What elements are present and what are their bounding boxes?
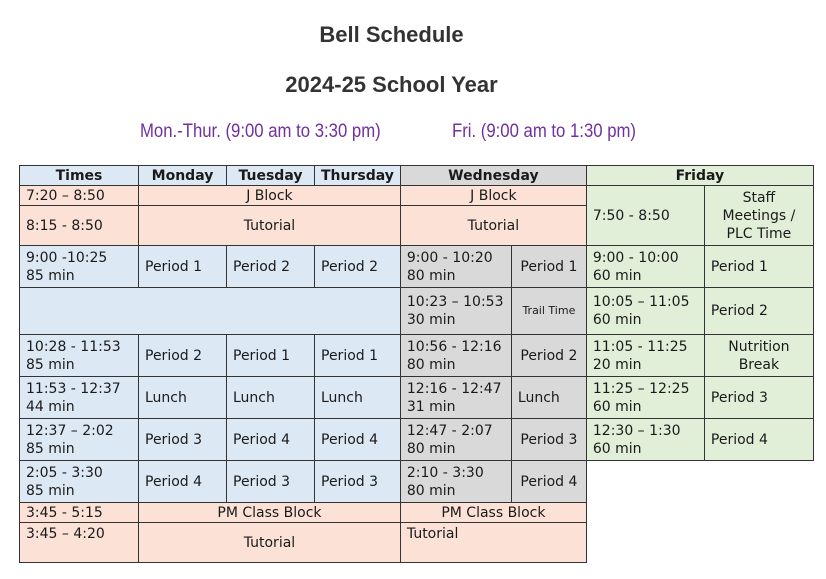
time-range: 11:25 – 12:25	[592, 380, 690, 397]
wed-time-cell	[400, 419, 511, 461]
wed-time-cell	[400, 377, 511, 419]
duration: 60 min	[592, 312, 642, 328]
header-tuesday: Tuesday	[227, 166, 315, 186]
duration: 60 min	[592, 267, 642, 284]
pm-class-block-cell: PM Class Block	[139, 503, 401, 523]
monday-cell: Period 1	[139, 246, 227, 288]
time-range: 10:56 - 12:16	[406, 338, 502, 355]
nutrition-break-cell	[704, 335, 813, 377]
time-range: 2:05 - 3:30	[26, 464, 103, 481]
fri-staff-line: PLC Time	[726, 225, 792, 242]
time-cell	[20, 246, 139, 288]
monday-cell: Period 4	[139, 461, 227, 503]
duration: 80 min	[406, 482, 456, 499]
tuesday-cell: Period 1	[227, 335, 315, 377]
table-row	[20, 246, 814, 288]
time-range: 11:53 - 12:37	[26, 380, 121, 397]
time-range: 9:00 -10:25	[26, 249, 108, 266]
wednesday-cell: Lunch	[511, 377, 586, 419]
fri-time-cell	[586, 246, 704, 288]
empty-space	[586, 503, 813, 523]
empty-space	[586, 461, 813, 503]
duration: 85 min	[26, 482, 75, 499]
table-row	[20, 523, 814, 563]
wed-time-cell	[400, 461, 511, 503]
time-cell: 3:45 - 5:15	[20, 503, 139, 523]
fri-staff-line: Staff	[742, 189, 776, 206]
time-range: 12:30 – 1:30	[592, 422, 681, 439]
header-monday: Monday	[139, 166, 227, 186]
wednesday-cell: Period 1	[511, 246, 586, 288]
thursday-cell: Period 2	[315, 246, 401, 288]
wed-time-cell	[400, 246, 511, 288]
table-row	[20, 335, 814, 377]
thursday-cell: Period 3	[315, 461, 401, 503]
duration: 31 min	[406, 398, 456, 415]
time-cell	[20, 335, 139, 377]
time-cell: 8:15 - 8:50	[20, 206, 139, 246]
header-times: Times	[20, 166, 139, 186]
time-cell: 7:20 – 8:50	[20, 186, 139, 206]
break-line: Break	[738, 356, 780, 373]
fri-time-cell: 7:50 - 8:50	[586, 186, 704, 246]
header-wednesday: Wednesday	[400, 166, 586, 186]
duration: 80 min	[406, 267, 456, 284]
fri-time-cell	[586, 335, 704, 377]
fri-time-cell	[586, 377, 704, 419]
table-row	[20, 377, 814, 419]
time-range: 2:10 - 3:30	[406, 464, 484, 481]
pm-tutorial-cell: Tutorial	[139, 523, 401, 563]
table-row	[20, 461, 814, 503]
time-cell	[20, 377, 139, 419]
monday-cell: Period 2	[139, 335, 227, 377]
tuesday-cell: Period 2	[227, 246, 315, 288]
duration: 80 min	[406, 356, 456, 373]
duration: 80 min	[406, 440, 456, 457]
tuesday-cell: Period 3	[227, 461, 315, 503]
time-range: 10:28 - 11:53	[26, 338, 121, 355]
monday-cell: Period 3	[139, 419, 227, 461]
table-row	[20, 503, 814, 523]
friday-hours: Fri. (9:00 am to 1:30 pm)	[452, 121, 636, 142]
bell-schedule-table	[19, 165, 814, 563]
jblock-cell: J Block	[139, 186, 401, 206]
duration: 30 min	[406, 312, 456, 328]
time-range: 10:05 – 11:05	[592, 294, 690, 310]
mon-thur-hours: Mon.-Thur. (9:00 am to 3:30 pm)	[140, 121, 381, 142]
header-row	[20, 166, 814, 186]
duration: 85 min	[26, 440, 75, 457]
duration: 85 min	[26, 356, 75, 373]
friday-cell: Period 1	[704, 246, 813, 288]
time-range: 11:05 - 11:25	[592, 338, 688, 355]
table-row	[20, 419, 814, 461]
page-title: Bell Schedule	[319, 22, 464, 47]
friday-cell: Period 3	[704, 377, 813, 419]
time-range: 12:16 - 12:47	[406, 380, 502, 397]
wed-tutorial-cell: Tutorial	[400, 206, 586, 246]
table-row	[20, 186, 814, 206]
wed-time-cell	[400, 335, 511, 377]
duration: 20 min	[592, 356, 642, 373]
wed-pm-class-block-cell: PM Class Block	[400, 503, 586, 523]
thursday-cell: Period 4	[315, 419, 401, 461]
school-year-heading: 2024-25 School Year	[285, 72, 498, 97]
thursday-cell: Period 1	[315, 335, 401, 377]
tutorial-cell: Tutorial	[139, 206, 401, 246]
time-range: 12:47 - 2:07	[406, 422, 493, 439]
wed-pm-tutorial-cell: Tutorial	[400, 523, 586, 563]
fri-staff-line: Meetings /	[722, 207, 796, 224]
wednesday-cell: Period 4	[511, 461, 586, 503]
time-cell: 3:45 – 4:20	[20, 523, 139, 563]
duration: 85 min	[26, 267, 75, 284]
break-line: Nutrition	[728, 338, 790, 355]
time-range: 12:37 – 2:02	[26, 422, 114, 439]
tuesday-cell: Period 4	[227, 419, 315, 461]
time-range: 9:00 - 10:00	[592, 249, 679, 266]
wed-time-cell	[400, 288, 511, 335]
fri-staff-meetings-cell	[704, 186, 813, 246]
monday-cell: Lunch	[139, 377, 227, 419]
friday-cell: Period 2	[704, 288, 813, 335]
time-cell	[20, 461, 139, 503]
empty-space	[586, 523, 813, 563]
wed-jblock-cell: J Block	[400, 186, 586, 206]
header-friday: Friday	[586, 166, 813, 186]
table-row	[20, 288, 814, 335]
duration: 60 min	[592, 398, 642, 415]
wednesday-cell: Period 2	[511, 335, 586, 377]
trail-time-cell: Trail Time	[511, 288, 586, 335]
thursday-cell: Lunch	[315, 377, 401, 419]
empty-cell	[20, 288, 401, 335]
header-thursday: Thursday	[315, 166, 401, 186]
time-range: 10:23 – 10:53	[406, 294, 504, 310]
fri-time-cell	[586, 288, 704, 335]
tuesday-cell: Lunch	[227, 377, 315, 419]
duration: 60 min	[592, 440, 642, 457]
duration: 44 min	[26, 398, 75, 415]
time-cell	[20, 419, 139, 461]
fri-time-cell	[586, 419, 704, 461]
time-range: 9:00 - 10:20	[406, 249, 493, 266]
friday-cell: Period 4	[704, 419, 813, 461]
wednesday-cell: Period 3	[511, 419, 586, 461]
